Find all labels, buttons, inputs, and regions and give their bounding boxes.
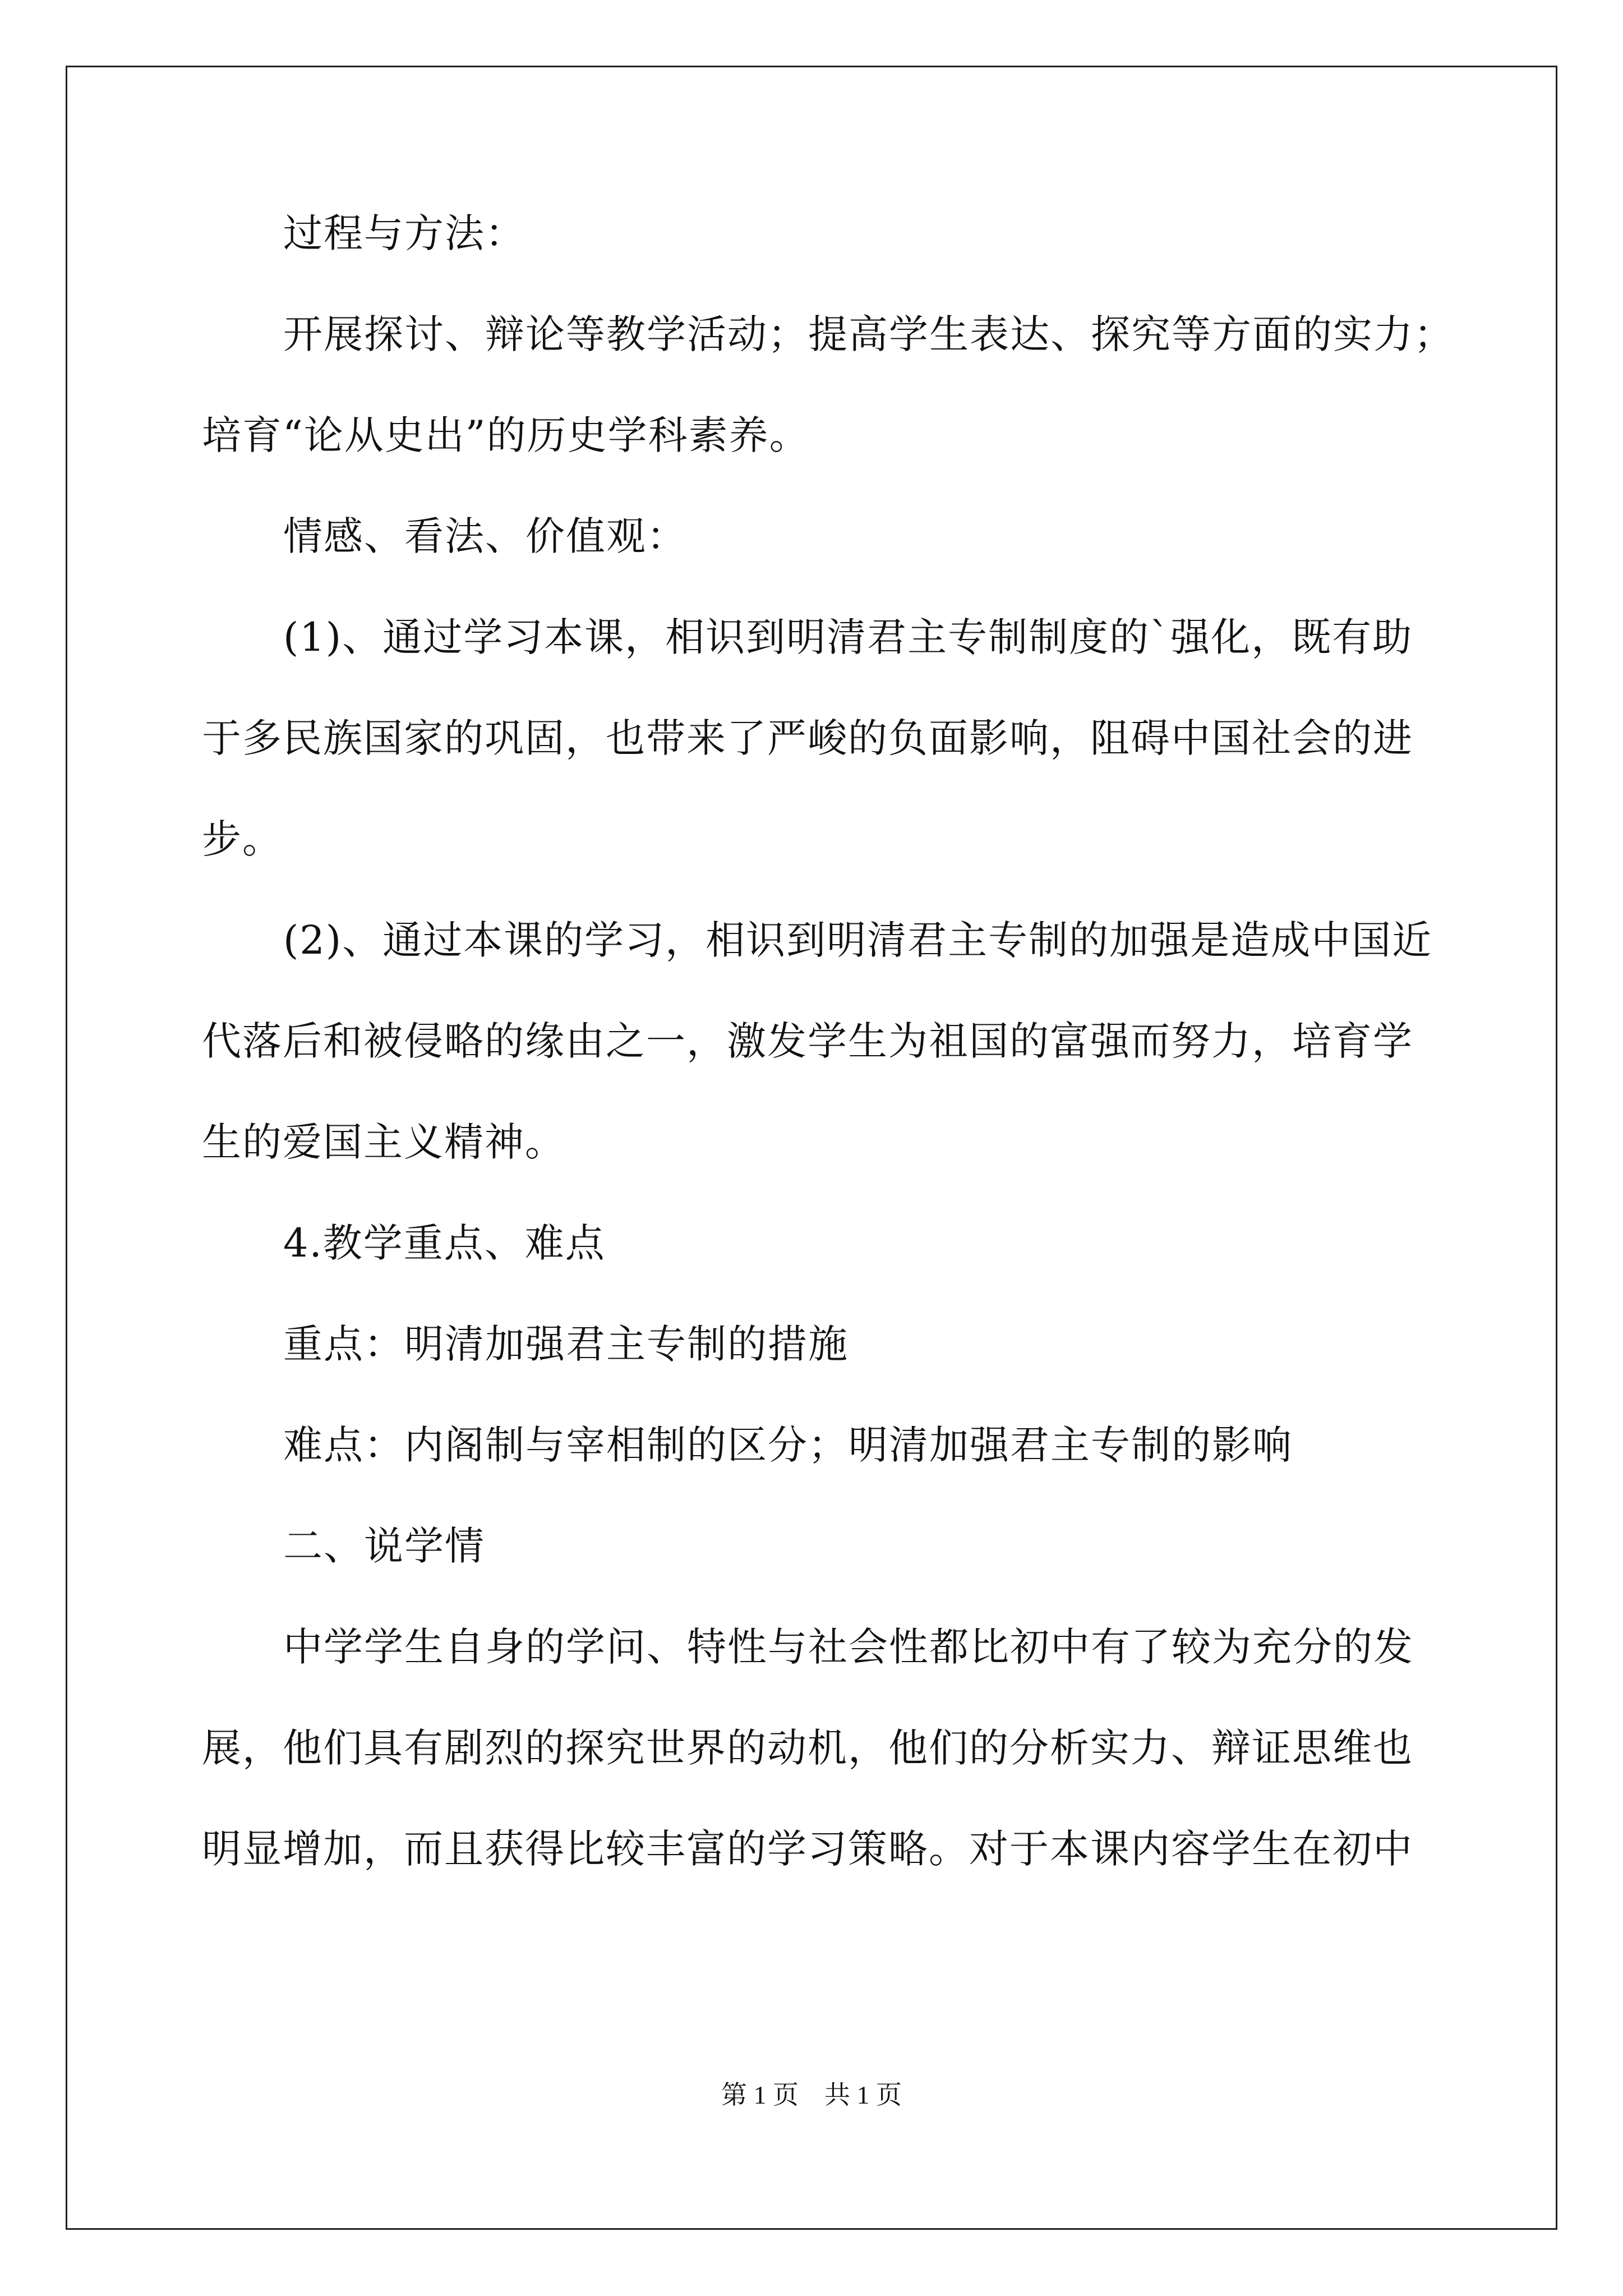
paragraph-line: 明显增加，而且获得比较丰富的学习策略。对于本课内容学生在初中 xyxy=(202,1826,1413,1872)
paragraph-line: 重点：明清加强君主专制的措施 xyxy=(283,1321,849,1367)
paragraph-line: 步。 xyxy=(202,816,283,862)
paragraph-line: 展，他们具有剧烈的探究世界的动机，他们的分析实力、辩证思维也 xyxy=(202,1725,1413,1771)
paragraph-line: 代落后和被侵略的缘由之一，激发学生为祖国的富强而努力，培育学 xyxy=(202,1018,1413,1064)
paragraph-line: 中学学生自身的学问、特性与社会性都比初中有了较为充分的发 xyxy=(283,1624,1414,1670)
heading-attitudes-values: 情感、看法、价值观： xyxy=(283,513,687,559)
heading-process-methods: 过程与方法： xyxy=(283,210,525,256)
page-number-footer: 第 1 页 共 1 页 xyxy=(721,2081,902,2109)
paragraph-line: 培育“论从史出”的历史学科素养。 xyxy=(202,412,810,458)
paragraph-line: 难点：内阁制与宰相制的区分；明清加强君主专制的影响 xyxy=(283,1422,1293,1468)
paragraph-line: (2)、通过本课的学习，相识到明清君主专制的加强是造成中国近 xyxy=(283,917,1433,963)
paragraph-line: (1)、通过学习本课，相识到明清君主专制制度的`强化，既有助 xyxy=(283,614,1413,660)
heading-student-analysis: 二、说学情 xyxy=(283,1523,485,1569)
paragraph-line: 于多民族国家的巩固，也带来了严峻的负面影响，阻碍中国社会的进 xyxy=(202,715,1413,761)
paragraph-line: 生的爱国主义精神。 xyxy=(202,1119,565,1165)
heading-key-points: 4.教学重点、难点 xyxy=(283,1220,606,1266)
paragraph-line: 开展探讨、辩论等教学活动；提高学生表达、探究等方面的实力； xyxy=(283,311,1454,357)
